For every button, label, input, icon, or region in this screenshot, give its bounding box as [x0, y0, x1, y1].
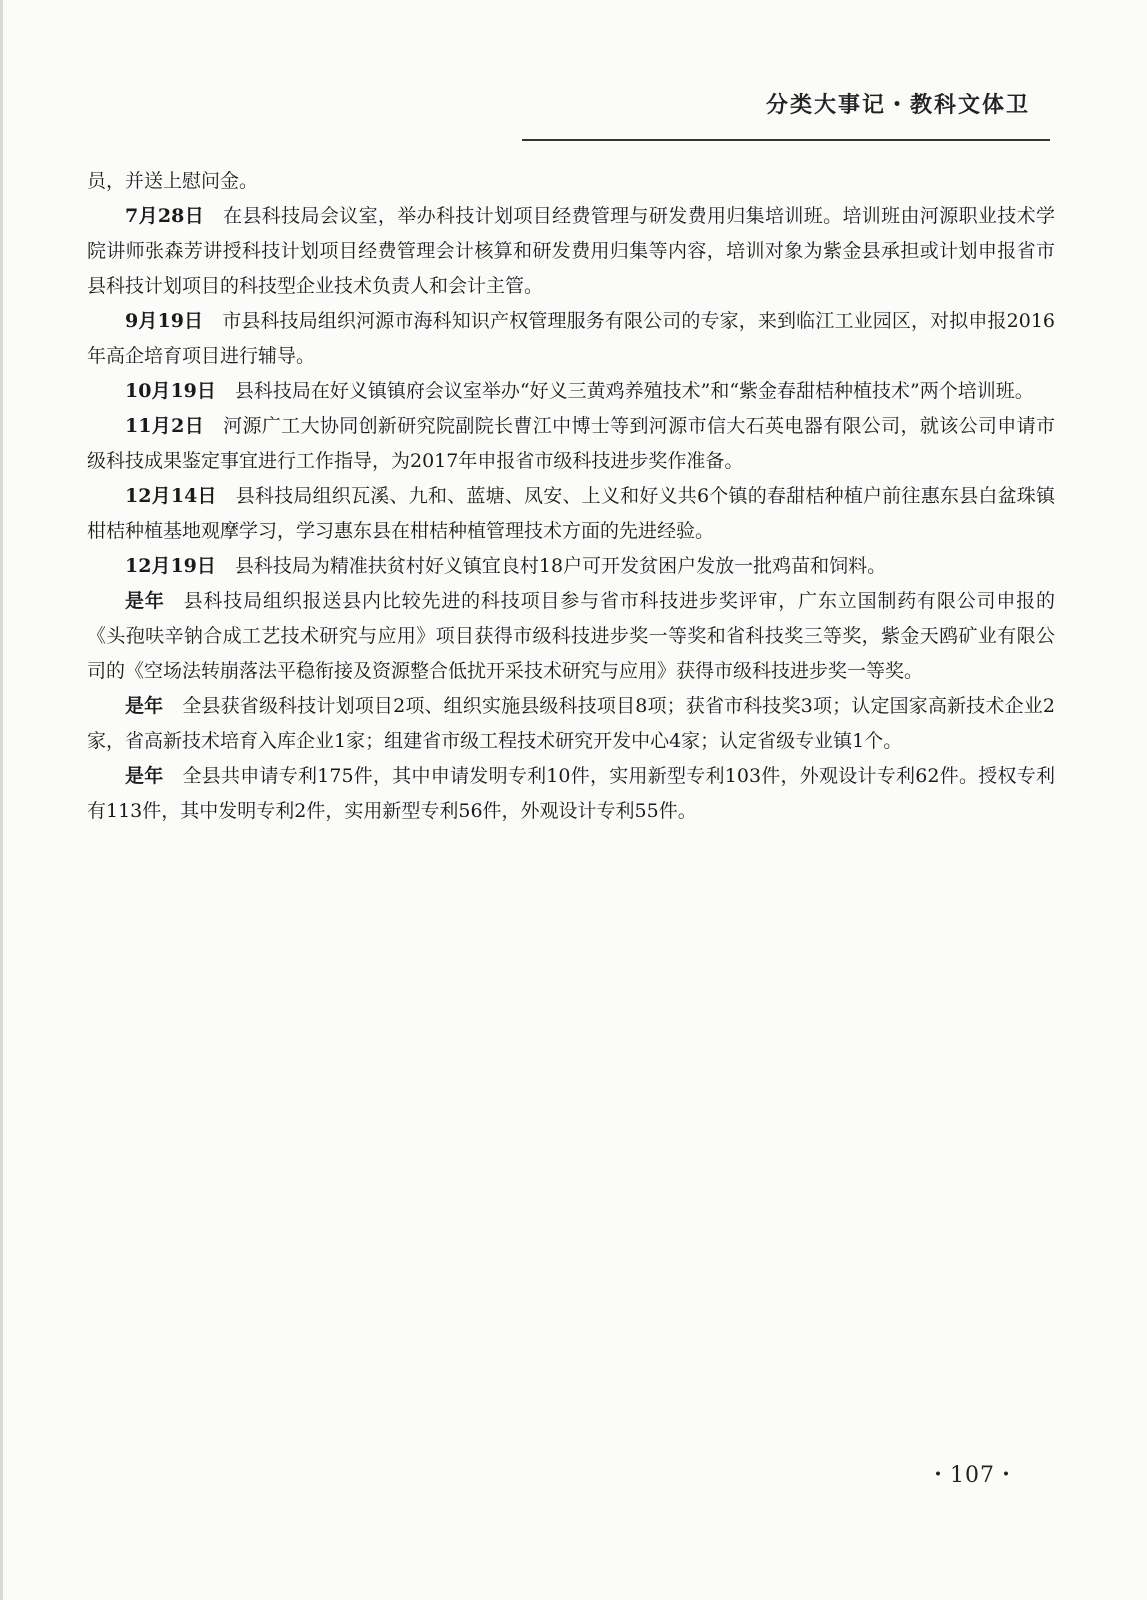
- paragraph-text: 县科技局组织报送县内比较先进的科技项目参与省市科技进步奖评审，广东立国制药有限公司申报的《头孢呋辛钠合成工艺技术研究与应用》项目获得市级科技进步奖一等奖和省科技奖三等奖，紫金天鸥矿业有限公司的《空场法转崩落法平稳衔接及资源整合低扰开采技术研究与应用》获得市级科技进步奖一等奖。: [87, 590, 1055, 682]
- body-text: [87, 164, 1055, 829]
- paragraph-text: 县科技局为精准扶贫村好义镇宜良村18户可开发贫困户发放一批鸡苗和饲料。: [234, 555, 887, 577]
- paragraph: [87, 374, 1055, 409]
- paragraph-text: 员，并送上慰问金。: [87, 170, 259, 192]
- paragraph-text: 全县共申请专利175件，其中申请发明专利10件，实用新型专利103件，外观设计专利62件。授权专利有113件，其中发明专利2件，实用新型专利56件，外观设计专利55件。: [87, 765, 1055, 822]
- entry-date: 是年: [125, 695, 164, 717]
- paragraph: [87, 164, 1055, 199]
- page-number: ・107・: [927, 1463, 1018, 1488]
- paragraph: [87, 759, 1055, 829]
- paragraph: [87, 689, 1055, 759]
- paragraph-text: 在县科技局会议室，举办科技计划项目经费管理与研发费用归集培训班。培训班由河源职业技术学院讲师张森芳讲授科技计划项目经费管理会计核算和研发费用归集等内容，培训对象为紫金县承担或计划申报省市县科技计划项目的科技型企业技术负责人和会计主管。: [87, 205, 1055, 297]
- entry-date: 11月2日: [125, 415, 205, 437]
- entry-date: 9月19日: [125, 310, 204, 332]
- running-header: 分类大事记・教科文体卫: [765, 92, 1030, 118]
- entry-date: 12月19日: [125, 555, 216, 577]
- paragraph-text: 县科技局在好义镇镇府会议室举办“好义三黄鸡养殖技术”和“紫金春甜桔种植技术”两个培训班。: [234, 380, 1034, 402]
- paragraph: [87, 199, 1055, 304]
- entry-date: 12月14日: [125, 485, 217, 507]
- paragraph-text: 全县获省级科技计划项目2项、组织实施县级科技项目8项；获省市科技奖3项；认定国家高新技术企业2家，省高新技术培育入库企业1家；组建省市级工程技术研究开发中心4家；认定省级专业镇1个。: [87, 695, 1055, 752]
- paragraph-text: 河源广工大协同创新研究院副院长曹江中博士等到河源市信大石英电器有限公司，就该公司申请市级科技成果鉴定事宜进行工作指导，为2017年申报省市级科技进步奖作准备。: [87, 415, 1055, 472]
- entry-date: 是年: [125, 590, 165, 612]
- entry-date: 7月28日: [125, 205, 205, 227]
- paragraph: [87, 584, 1055, 689]
- entry-date: 10月19日: [125, 380, 216, 402]
- paragraph: [87, 304, 1055, 374]
- page-edge: [0, 0, 3, 1600]
- paragraph: [87, 549, 1055, 584]
- paragraph-text: 市县科技局组织河源市海科知识产权管理服务有限公司的专家，来到临江工业园区，对拟申报2016年高企培育项目进行辅导。: [87, 310, 1055, 367]
- paragraph-text: 县科技局组织瓦溪、九和、蓝塘、凤安、上义和好义共6个镇的春甜桔种植户前往惠东县白盆珠镇柑桔种植基地观摩学习，学习惠东县在柑桔种植管理技术方面的先进经验。: [87, 485, 1056, 542]
- paragraph: [87, 409, 1055, 479]
- header-rule: [522, 139, 1050, 141]
- entry-date: 是年: [125, 765, 164, 787]
- paragraph: [87, 479, 1055, 549]
